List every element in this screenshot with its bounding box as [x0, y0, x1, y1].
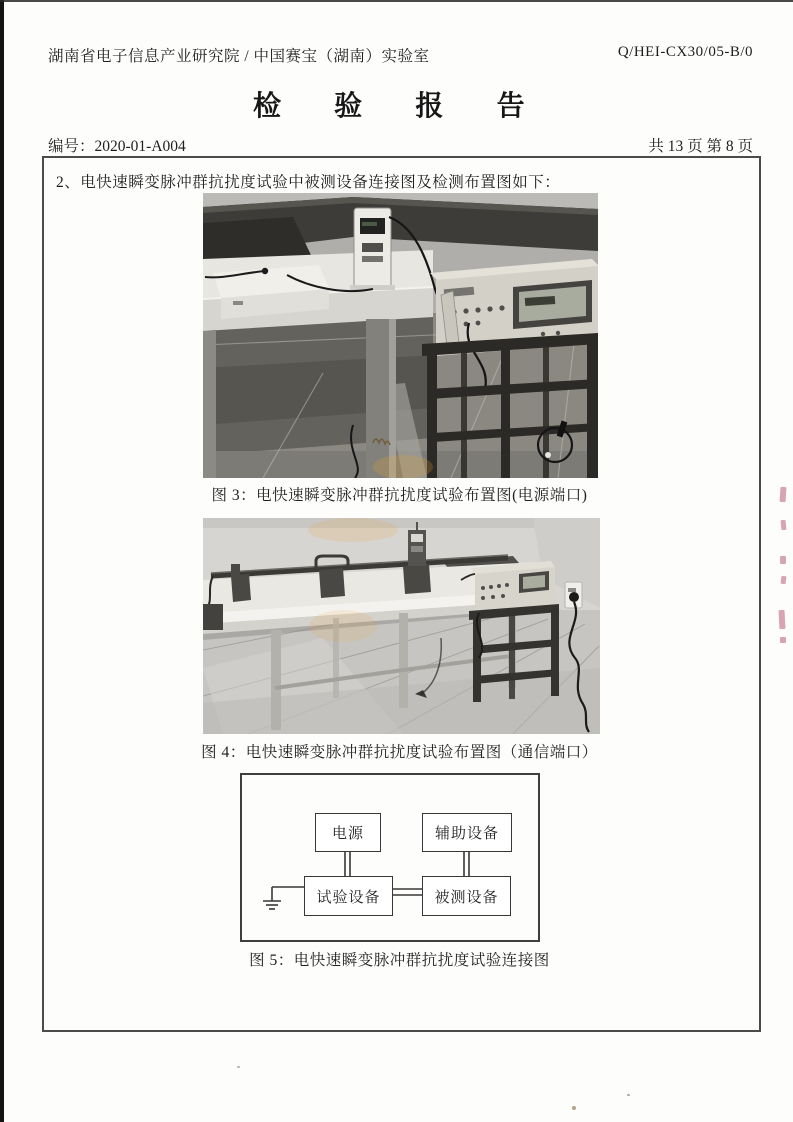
org-name: 湖南省电子信息产业研究院 / 中国赛宝（湖南）实验室 — [48, 48, 430, 65]
report-number: 编号：2020-01-A004 — [48, 138, 186, 155]
aux-equipment-box: 辅助设备 — [422, 813, 512, 852]
intro-paragraph: 2、电快速瞬变脉冲群抗扰度试验中被测设备连接图及检测布置图如下： — [56, 174, 561, 191]
power-box: 电源 — [315, 813, 381, 852]
scan-edge-left — [0, 0, 4, 1122]
connection-diagram — [240, 773, 540, 942]
scan-speck — [237, 1066, 240, 1068]
report-title: 检 验 报 告 — [252, 91, 540, 122]
meta-row — [48, 134, 753, 156]
dut-box: 被测设备 — [422, 876, 511, 916]
scan-speck — [572, 1106, 576, 1110]
figure3-photo — [203, 193, 598, 478]
figure4-photo — [203, 518, 600, 734]
figure3-caption: 图 3：电快速瞬变脉冲群抗扰度试验布置图(电源端口) — [211, 487, 588, 504]
doc-code: Q/HEI-CX30/05-B/0 — [617, 44, 753, 60]
test-equipment-box: 试验设备 — [304, 876, 393, 916]
scan-edge-top — [0, 0, 793, 2]
ground-symbol — [263, 887, 304, 909]
figure5-caption: 图 5：电快速瞬变脉冲群抗扰度试验连接图 — [249, 952, 550, 969]
scan-speck — [627, 1094, 630, 1096]
page-indicator: 共 13 页 第 8 页 — [648, 138, 753, 155]
figure4-caption: 图 4：电快速瞬变脉冲群抗扰度试验布置图（通信端口） — [201, 744, 598, 761]
